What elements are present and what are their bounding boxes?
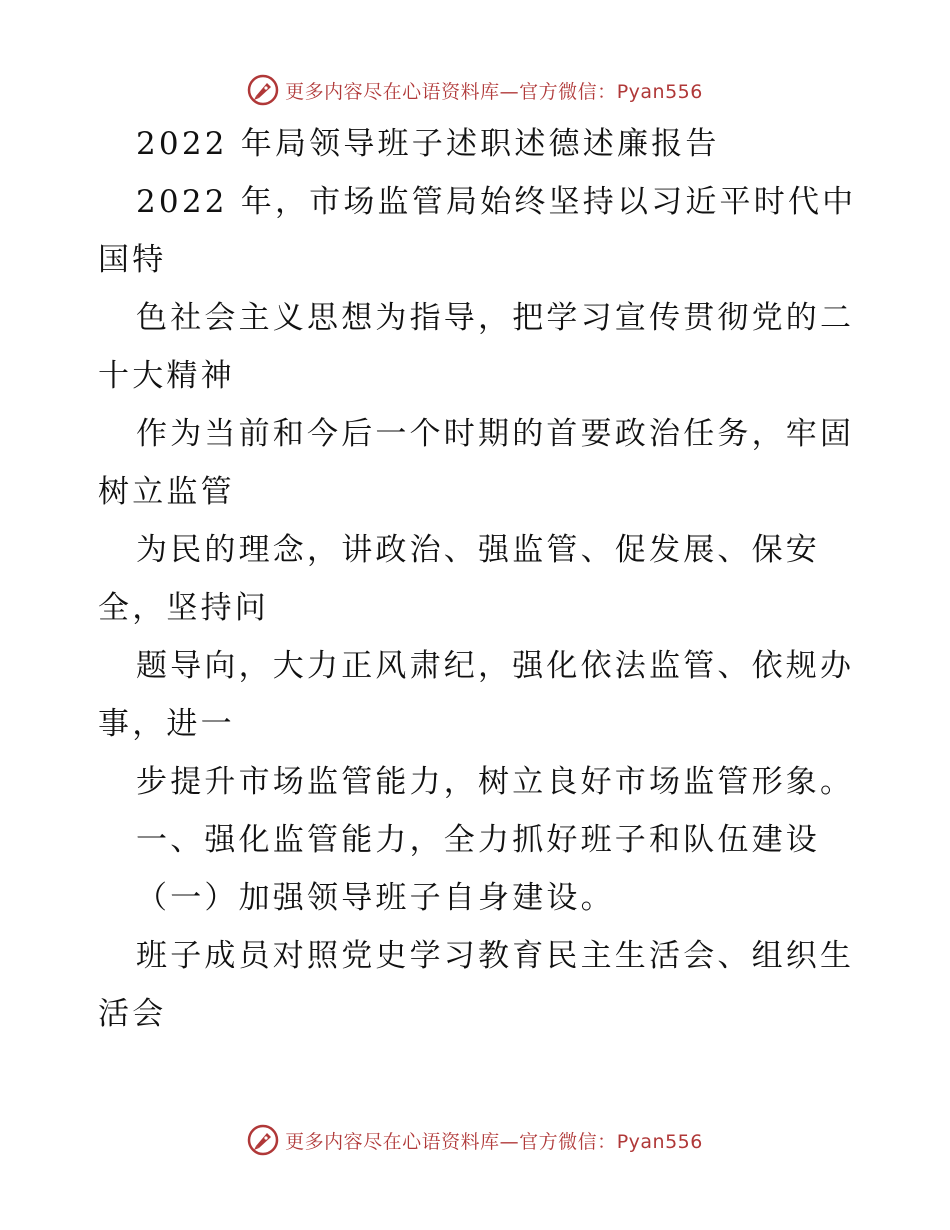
header-watermark-text: 更多内容尽在心语资料库—官方微信：Pyan556 [285, 80, 703, 103]
paragraph-line: 色社会主义思想为指导，把学习宣传贯彻党的二 [136, 300, 855, 336]
header-watermark-banner [0, 70, 950, 110]
paragraph-line: 事，进一 [98, 706, 235, 742]
paragraph-line: 十大精神 [98, 358, 235, 394]
paragraph-line: 步提升市场监管能力，树立良好市场监管形象。 [136, 764, 855, 800]
paragraph-line: 为民的理念，讲政治、强监管、促发展、保安 [136, 532, 820, 568]
paragraph-line: 班子成员对照党史学习教育民主生活会、组织生 [136, 938, 855, 974]
document-title: 2022 年局领导班子述职述德述廉报告 [136, 126, 720, 162]
subsection-heading: （一）加强领导班子自身建设。 [136, 880, 615, 916]
section-heading: 一、强化监管能力，全力抓好班子和队伍建设 [136, 822, 820, 858]
paragraph-line: 全，坚持问 [98, 590, 269, 626]
paragraph-line: 作为当前和今后一个时期的首要政治任务，牢固 [136, 416, 855, 452]
pen-nib-logo-icon [247, 74, 279, 106]
footer-watermark-text: 更多内容尽在心语资料库—官方微信：Pyan556 [285, 1130, 703, 1153]
footer-watermark-banner [0, 1120, 950, 1160]
paragraph-line: 2022 年，市场监管局始终坚持以习近平时代中 [136, 184, 857, 220]
paragraph-line: 活会 [98, 996, 167, 1032]
paragraph-line: 国特 [98, 242, 167, 278]
paragraph-line: 树立监管 [98, 474, 235, 510]
paragraph-line: 题导向，大力正风肃纪，强化依法监管、依规办 [136, 648, 855, 684]
pen-nib-logo-icon [247, 1124, 279, 1156]
